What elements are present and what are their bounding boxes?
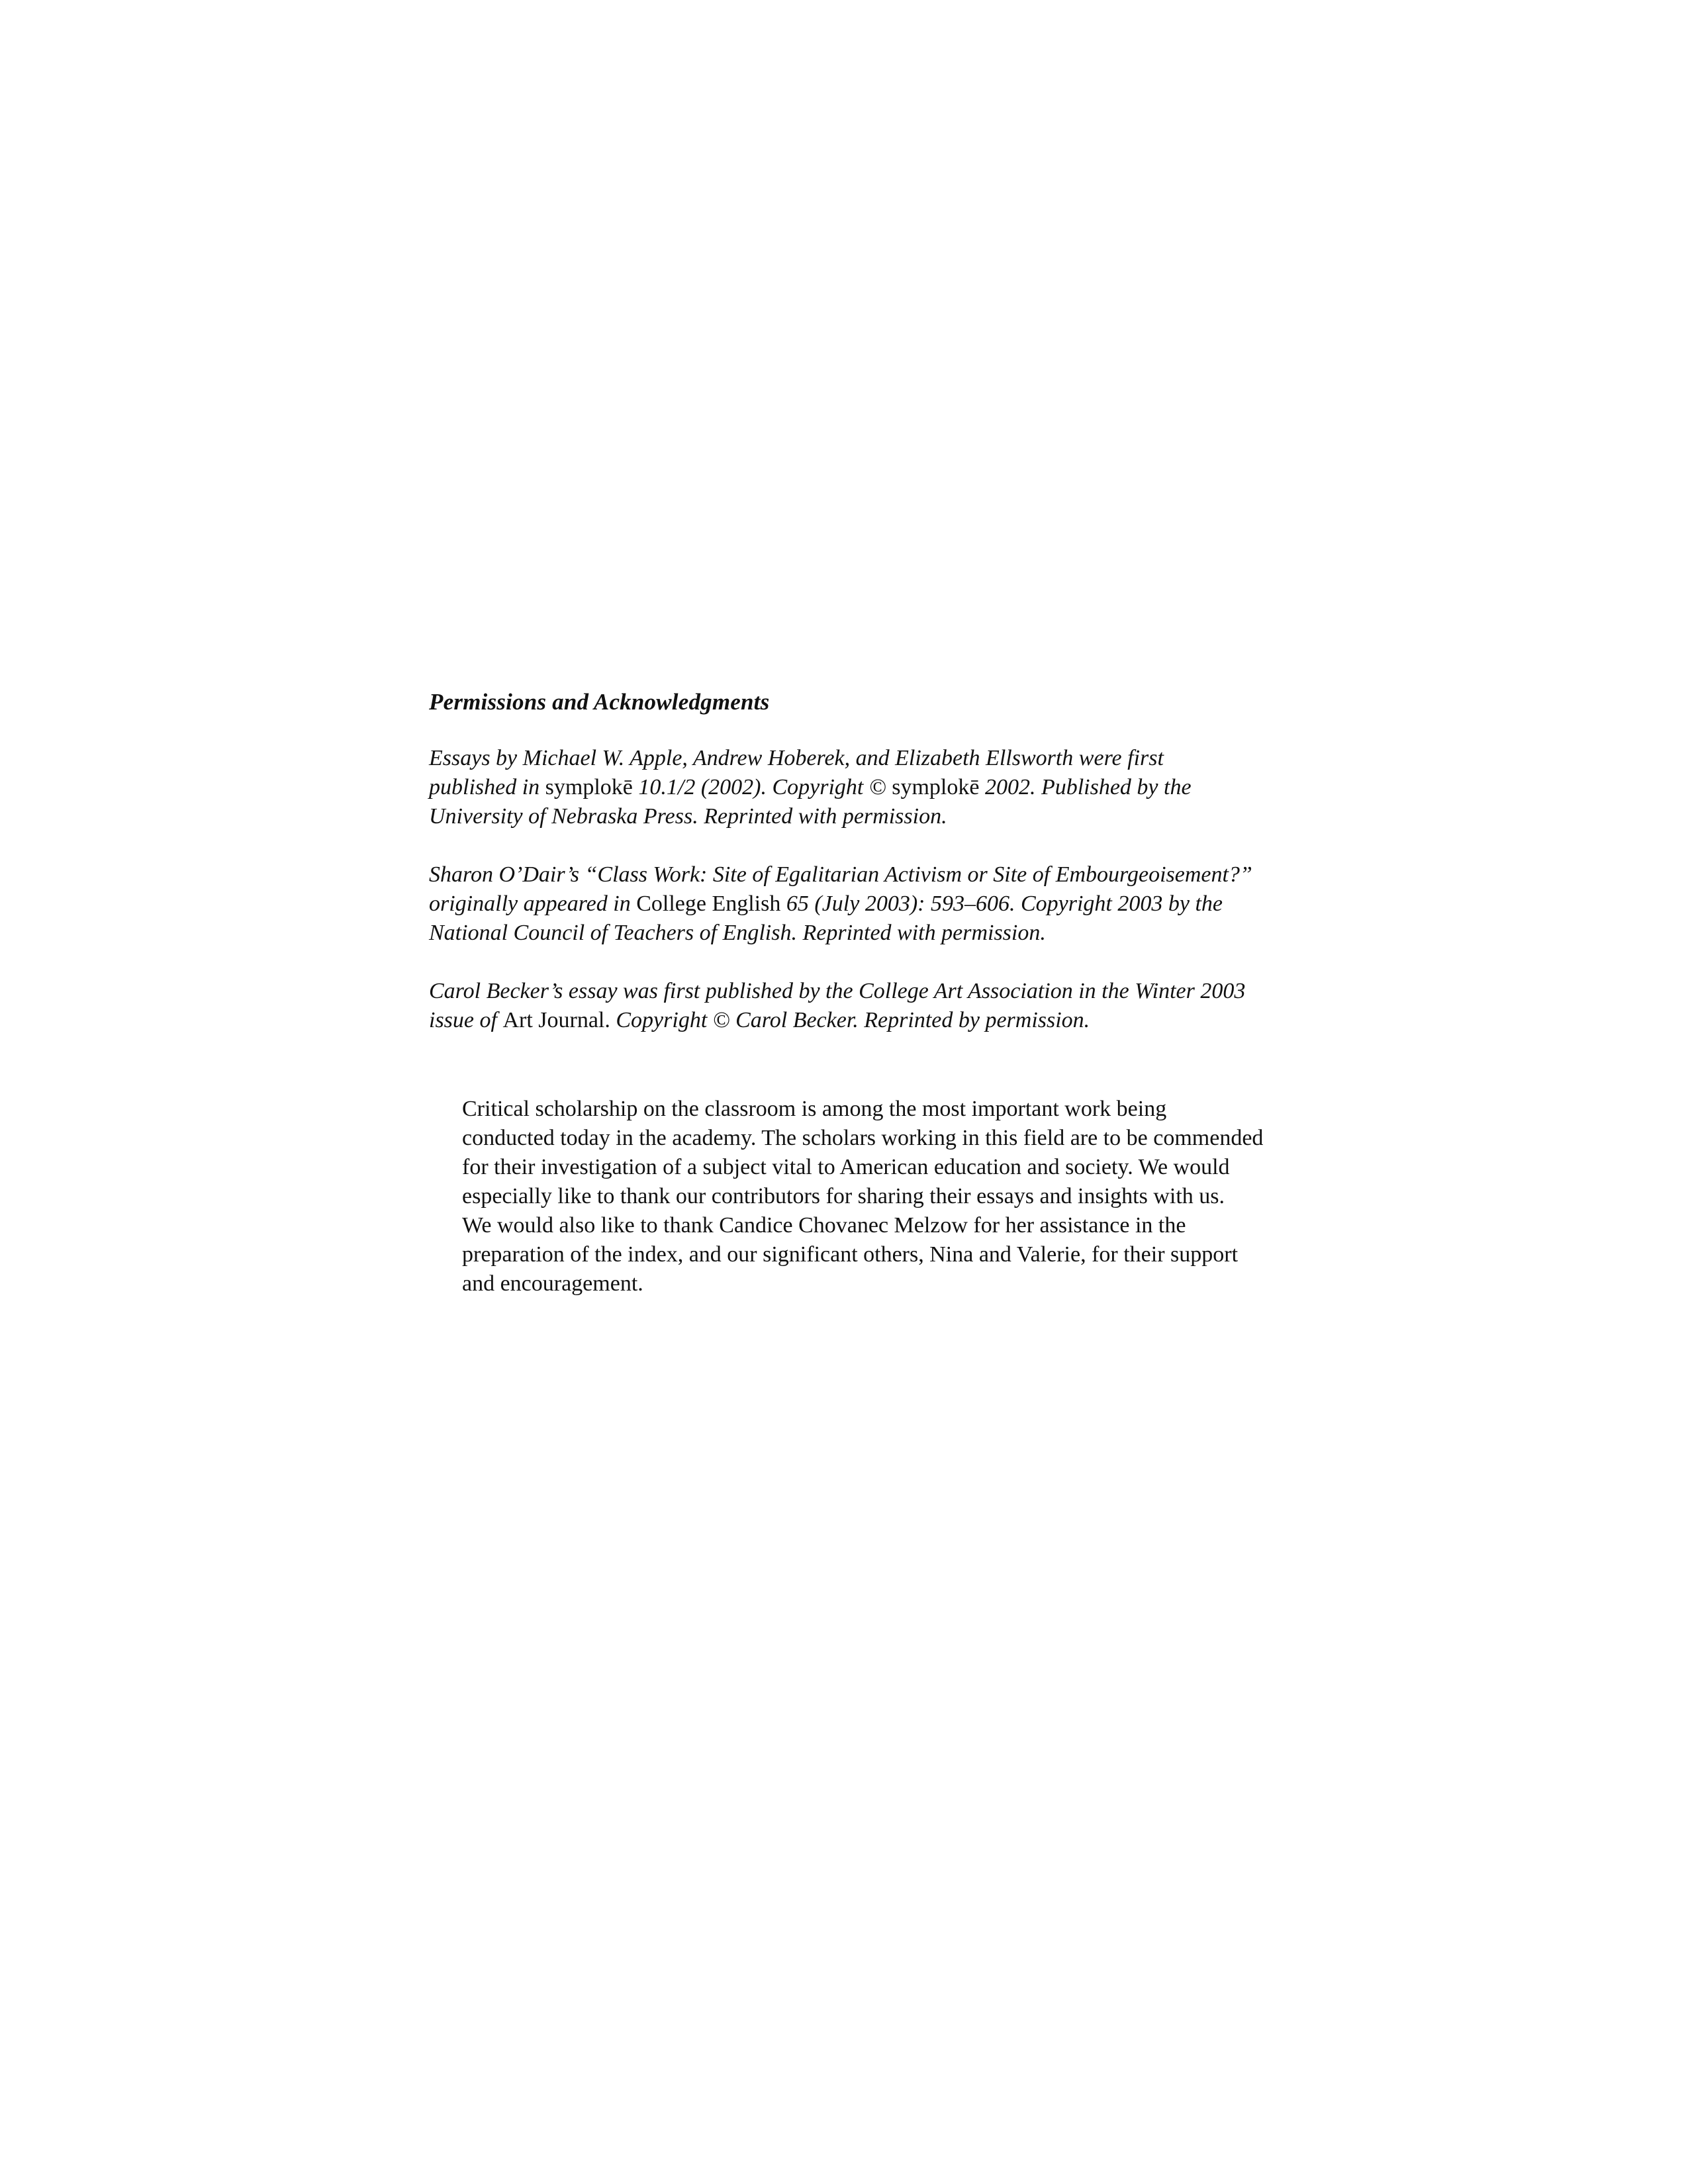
permission-line bbox=[429, 889, 1289, 919]
permission-text: Copyright © Carol Becker. Reprinted by permission. bbox=[610, 1008, 1090, 1032]
permission-text: Carol Becker’s essay was first published by the College Art Association in the Winter 2003 bbox=[429, 979, 1246, 1003]
permission-text: published in bbox=[429, 775, 545, 799]
permission-line bbox=[429, 802, 1289, 831]
acknowledgment-paragraph bbox=[429, 1095, 1289, 1211]
publication-title: symplokē bbox=[892, 775, 980, 799]
permissions-section bbox=[429, 744, 1289, 1035]
acknowledgment-line: especially like to thank our contributors for sharing their essays and insights with us. bbox=[462, 1184, 1225, 1208]
permission-text: Essays by Michael W. Apple, Andrew Hoberek, and Elizabeth Ellsworth were first bbox=[429, 746, 1164, 770]
permission-text: 10.1/2 (2002). Copyright © bbox=[632, 775, 892, 799]
permission-text: University of Nebraska Press. Reprinted with permission. bbox=[429, 804, 947, 829]
acknowledgments-section bbox=[429, 1095, 1289, 1298]
permission-line bbox=[429, 744, 1289, 773]
acknowledgment-line: preparation of the index, and our significant others, Nina and Valerie, for their support bbox=[462, 1242, 1239, 1267]
permission-paragraph bbox=[429, 744, 1289, 831]
permission-text: 65 (July 2003): 593–606. Copyright 2003 by the bbox=[780, 891, 1223, 916]
acknowledgment-line: and encouragement. bbox=[462, 1271, 643, 1296]
permission-line bbox=[429, 1006, 1289, 1035]
permission-paragraph bbox=[429, 860, 1289, 948]
publication-title: symplokē bbox=[545, 775, 633, 799]
permission-text: National Council of Teachers of English. Reprinted with permission. bbox=[429, 921, 1046, 945]
permission-line bbox=[429, 773, 1289, 802]
publication-title: College English bbox=[636, 891, 781, 916]
page-content bbox=[429, 688, 1289, 1298]
acknowledgment-paragraph bbox=[429, 1211, 1289, 1298]
acknowledgment-line: Critical scholarship on the classroom is among the most important work being bbox=[462, 1097, 1167, 1121]
permission-text: 2002. Published by the bbox=[979, 775, 1192, 799]
permission-text: Sharon O’Dair’s “Class Work: Site of Egalitarian Activism or Site of Embourgeoisement?” bbox=[429, 862, 1252, 887]
acknowledgment-line: for their investigation of a subject vital to American education and society. We would bbox=[462, 1155, 1230, 1179]
acknowledgment-line: We would also like to thank Candice Chovanec Melzow for her assistance in the bbox=[462, 1213, 1186, 1238]
permission-line bbox=[429, 977, 1289, 1006]
permission-line bbox=[429, 919, 1289, 948]
page-title: Permissions and Acknowledgments bbox=[429, 689, 770, 715]
publication-title: Art Journal. bbox=[502, 1008, 610, 1032]
permission-text: originally appeared in bbox=[429, 891, 637, 916]
permission-text: issue of bbox=[429, 1008, 503, 1032]
permission-paragraph bbox=[429, 977, 1289, 1035]
acknowledgment-line: conducted today in the academy. The scholars working in this field are to be commended bbox=[462, 1126, 1264, 1150]
permission-line bbox=[429, 860, 1289, 889]
